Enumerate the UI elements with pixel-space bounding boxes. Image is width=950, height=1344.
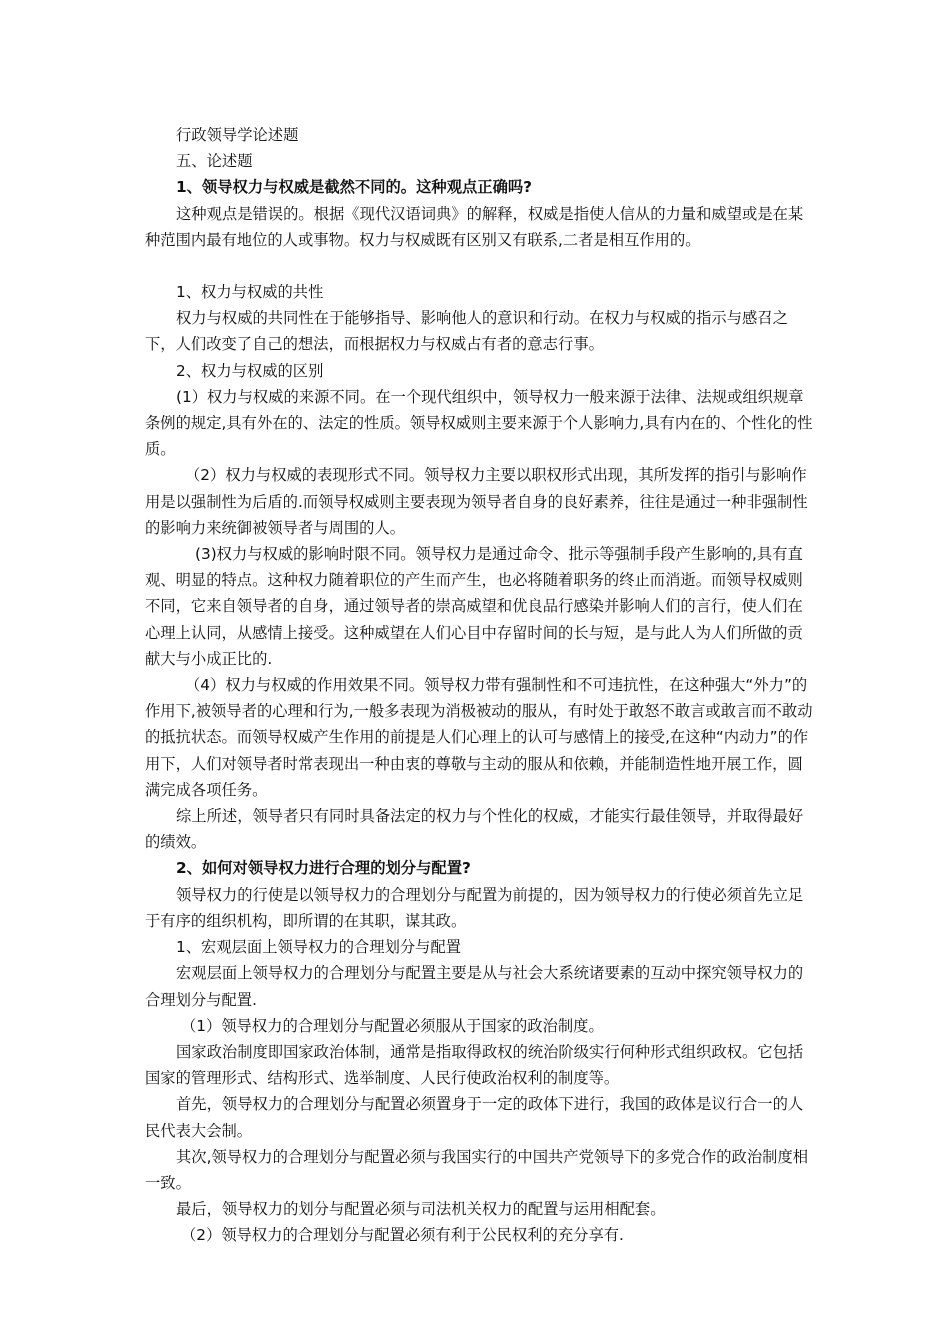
- paragraph-difference-4: （4）权力与权威的作用效果不同。领导权力带有强制性和不可违抗性，在这种强大“外力”的作用下,被领导者的心理和行为,一般多表现为消极被动的服从，有时处于敢怒不敢言或敢言而不敢动的抵抗状态。而领导权威产生作用的前提是人们心理上的认可与感情上的接受,在这种“内动力”的作用下，人们对领导者时常表现出一种由衷的尊敬与主动的服从和依赖，并能制造性地开展工作，圆满完成各项任务。: [145, 676, 813, 799]
- document-body: [145, 122, 813, 1249]
- paragraph-first: 首先，领导权力的合理划分与配置必须置身于一定的政体下进行，我国的政体是议行合一的人民代表大会制。: [145, 1095, 804, 1140]
- paragraph-second: 其次,领导权力的合理划分与配置必须与我国实行的中国共产党领导下的多党合作的政治制度相一致。: [145, 1147, 809, 1192]
- paragraph-macro-level: 宏观层面上领导权力的合理划分与配置主要是从与社会大系统诸要素的互动中探究领导权力的合理划分与配置.: [145, 964, 804, 1009]
- paragraph-last: 最后，领导权力的划分与配置必须与司法机关权力的配置与运用相配套。: [176, 1200, 666, 1219]
- question-1-intro: 这种观点是错误的。根据《现代汉语词典》的解释，权威是指使人信从的力量和威望或是在某种范围内最有地位的人或事物。权力与权威既有区别又有联系,二者是相互作用的。: [145, 204, 804, 249]
- item-1-heading: （1）领导权力的合理划分与配置必须服从于国家的政治制度。: [181, 1016, 604, 1035]
- paragraph-political-system: 国家政治制度即国家政治体制，通常是指取得政权的统治阶级实行何种形式组织政权。它包括国家的管理形式、结构形式、选举制度、人民行使政治权利的制度等。: [145, 1042, 804, 1088]
- document-title: 行政领导学论述题: [176, 126, 299, 144]
- subheading-difference: 2、权力与权威的区别: [176, 361, 324, 380]
- paragraph-summary: 综上所述，领导者只有同时具备法定的权力与个性化的权威，才能实行最佳领导，并取得最好的绩效。: [145, 807, 804, 852]
- question-2-intro: 领导权力的行使是以领导权力的合理划分与配置为前提的，因为领导权力的行使必须首先立足于有序的组织机构，即所谓的在其职，谋其政。: [145, 885, 804, 930]
- subheading-macro-level: 1、宏观层面上领导权力的合理划分与配置: [176, 938, 462, 957]
- paragraph-difference-3: (3)权力与权威的影响时限不同。领导权力是通过命令、批示等强制手段产生影响的,具有直观、明显的特点。这种权力随着职位的产生而产生，也必将随着职务的终止而消逝。而领导权威则不同，它来自领导者的自身，通过领导者的崇高威望和优良品行感染并影响人们的言行，使人们在心理上认同，从感情上接受。这种威望在人们心目中存留时间的长与短，是与此人为人们所做的贡献大与小成正比的.: [145, 545, 803, 668]
- paragraph-commonality: 权力与权威的共同性在于能够指导、影响他人的意识和行动。在权力与权威的指示与感召之下，人们改变了自己的想法，而根据权力与权威占有者的意志行事。: [145, 309, 788, 354]
- question-1-heading: 1、领导权力与权威是截然不同的。这种观点正确吗?: [176, 178, 533, 197]
- paragraph-difference-1: (1）权力与权威的来源不同。在一个现代组织中，领导权力一般来源于法律、法规或组织规章条例的规定,具有外在的、法定的性质。领导权威则主要来源于个人影响力,具有内在的、个性化的性质。: [145, 387, 813, 459]
- question-2-heading: 2、如何对领导权力进行合理的划分与配置?: [176, 859, 471, 878]
- section-heading: 五、论述题: [176, 152, 253, 171]
- subheading-commonality: 1、权力与权威的共性: [176, 283, 324, 302]
- paragraph-gap: [145, 253, 813, 279]
- paragraph-difference-2: （2）权力与权威的表现形式不同。领导权力主要以职权形式出现，其所发挥的指引与影响作用是以强制性为后盾的.而领导权威则主要表现为领导者自身的良好素养，往往是通过一种非强制性的影响力来统御被领导者与周围的人。: [145, 466, 808, 537]
- item-2-heading: （2）领导权力的合理划分与配置必须有利于公民权利的充分享有.: [181, 1226, 624, 1245]
